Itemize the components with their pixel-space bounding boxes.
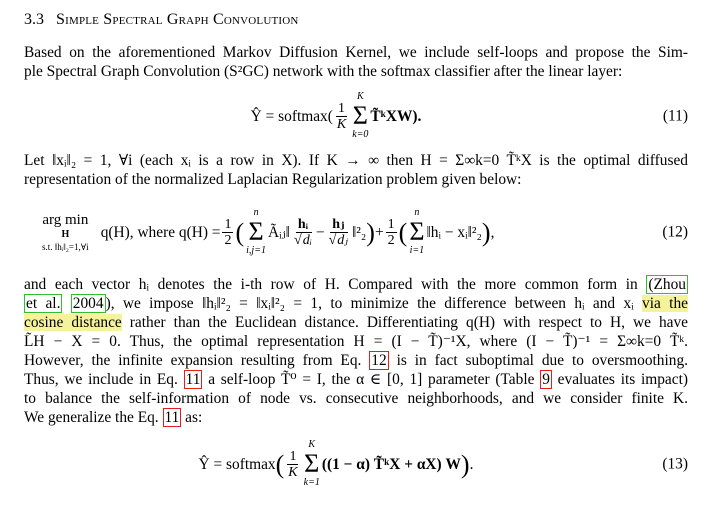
eq12-term-2: ‖hᵢ − xᵢ‖²₂ [426,223,482,241]
eq12-frac-hj: $\frac{\text{hⱼ}}{\text{√dⱼ}}$ [328,216,348,248]
ref-eq-11[interactable]: 11 [185,371,201,388]
highlight-cosine-distance: cosine distance [24,314,122,331]
p3-line-8: We generalize the Eq. 11 as: [24,409,203,426]
eq12-sum-1: n Σ i,j=1 [246,207,266,256]
p3-line-3: cosine distance rather than the Euclidean distance. Differentiating q(H) with respect to H, we have [24,314,688,331]
p3-line-6: Thus, we include in Eq. 11 a self-loop T̃⁰ = I, the α ∈ [0, 1] parameter (Table 9 evaluates its impact) [24,371,688,388]
ref-table-9[interactable]: 9 [542,371,550,388]
eq11-sum: K Σ k=0 [352,91,369,140]
equation-12: arg min H s.t. ‖hᵢ‖₂=1,∀i q(H), where q(H) = $\frac{1}{2}$ ( n Σ i,j=1 Ãᵢⱼ‖ $\frac{\text{hᵢ}}{\text{√dᵢ}}$ − $\frac{\text{hⱼ}}{\text{√dⱼ}}$ ‖²₂ ) + $\frac{1}{2}$ ( n Σ i=1 ‖hᵢ − xᵢ‖²₂ ) , (12) [42,207,688,256]
p2-line-1: Let ‖xᵢ‖₂ = 1, ∀i (each xᵢ is a row in X). If K → ∞ then H = Σ∞k=0 T̃ᵏX is the optimal diffused [24,152,688,169]
paragraph-2 [24,151,688,189]
intro-line-1: Based on the aforementioned Markov Diffusion Kernel, we include self-loops and propose the Sim- [24,44,688,61]
eq12-argmin: arg min H s.t. ‖hᵢ‖₂=1,∀i [42,211,89,252]
equation-13: Ŷ = softmax ( $\frac{1}{K}$ K Σ k=1 ((1 − α) T̃ᵏX + αX) W ) . (13) [198,439,688,488]
eq12-half-2: $\frac{1}{2}$ [387,216,395,248]
intro-paragraph [24,43,688,81]
p3-line-1: and each vector hᵢ denotes the i-th row of H. Compared with the more common form in (Zhou [24,276,686,293]
eq13-fraction: $\frac{1}{K}$ [288,448,298,480]
eq13-sum: K Σ k=1 [303,439,320,488]
ref-eq-12[interactable]: 12 [371,352,387,369]
p3-line-4: L̃H − X = 0. Thus, the optimal representation H = (I − T̃)⁻¹X, where (I − T̃)⁻¹ = Σ∞k=0 T̃ᵏ. [24,333,688,350]
eq12-frac-hi: $\frac{\text{hᵢ}}{\text{√dᵢ}}$ [294,216,312,248]
p3-line-5: However, the infinite expansion resulting from Eq. 12 is in fact suboptimal due to oversmoothing. [24,352,689,369]
eq13-term: ((1 − α) T̃ᵏX + αX) W [321,455,461,473]
paragraph-3 [24,275,688,427]
highlight-via-the: via the [642,295,688,312]
eq11-tag: (11) [662,107,688,125]
citation-zhou[interactable]: (Zhou [648,276,686,293]
eq12-sum-2: n Σ i=1 [409,207,425,256]
eq12-half-1: $\frac{1}{2}$ [224,216,232,248]
p3-line-2: et al. 2004 ), we impose ‖hᵢ‖²₂ = ‖xᵢ‖²₂ = 1, to minimize the difference between hᵢ and xᵢ via the [26,295,688,312]
paper-page [24,10,688,501]
eq13-tag: (13) [662,455,688,473]
ref-eq-11-b[interactable]: 11 [164,409,180,426]
eq12-q: q(H), where q(H) = [100,223,221,241]
eq12-tag: (12) [662,223,688,241]
section-title: Simple Spectral Graph Convolution [56,11,299,28]
eq11-lhs: Ŷ = softmax( [250,107,333,125]
p2-line-2: representation of the normalized Laplacian Regularization problem given below: [24,171,522,188]
section-heading [24,10,688,29]
eq11-term: T̃ᵏXW). [370,107,422,125]
section-number: 3.3 [24,11,44,28]
eq12-norm-end: ‖²₂ [351,223,367,241]
citation-et-al[interactable]: et al. [26,295,61,312]
p3-line-7: to balance the self-information of node vs. consecutive neighborhoods, and we consider finite K. [24,390,688,407]
citation-year[interactable]: 2004 [72,295,104,312]
eq12-plus: + [374,223,384,241]
equation-11 [24,87,688,145]
eq11-fraction: $\frac{1}{K}$ [336,100,347,132]
eq13-lhs: Ŷ = softmax [198,455,276,473]
intro-line-2: ple Spectral Graph Convolution (S²GC) network with the softmax classifier after the linear layer: [24,63,623,80]
eq12-term-1: Ãᵢⱼ‖ [267,223,290,241]
